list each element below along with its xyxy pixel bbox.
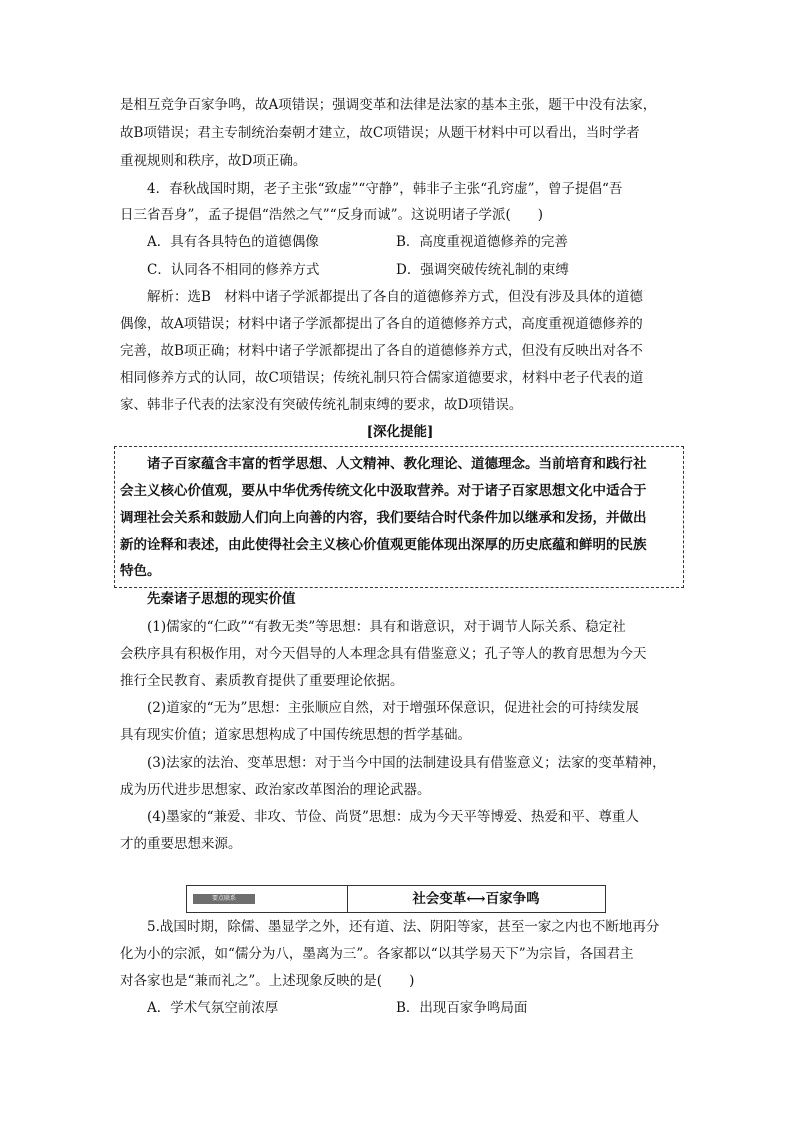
question-4-stem: 4．春秋战国时期，老子主张“致虚”“守静”，韩非子主张“孔窍虚”，曾子提倡“吾 bbox=[147, 181, 623, 197]
box-line: 诸子百家蕴含丰富的哲学思想、人文精神、教化理论、道德理念。当前培育和践行社 bbox=[147, 456, 647, 472]
text-line: 故B项错误；君主专制统治秦朝才建立，故C项错误；从题干材料中可以看出，当时学者 bbox=[120, 125, 640, 141]
value-line: (1)儒家的“仁政”“有教无类”等思想：具有和谐意识，对于调节人际关系、稳定社 bbox=[147, 619, 626, 635]
q4-option-b: B．高度重视道德修养的完善 bbox=[396, 234, 568, 250]
question-5-stem: 化为小的宗派，如“儒分为八，墨离为三”。各家都以“以其学易天下”为宗旨，各国君主 bbox=[120, 946, 634, 962]
q4-option-a: A．具有各具特色的道德偶像 bbox=[147, 234, 319, 250]
value-line: 才的重要思想来源。 bbox=[120, 836, 242, 852]
box-line: 会主义核心价值观，要从中华优秀传统文化中汲取营养。对于诸子百家思想文化中适合于 bbox=[120, 483, 647, 499]
section-tag-label: 要点联系 bbox=[193, 894, 255, 904]
q4-option-c: C．认同各不相同的修养方式 bbox=[147, 262, 320, 278]
analysis-line: 家、韩非子代表的法家没有突破传统礼制束缚的要求，故D项错误。 bbox=[120, 397, 523, 413]
section-title: 社会变革⟷百家争鸣 bbox=[412, 891, 540, 907]
value-line: 推行全民教育、素质教育提供了重要理论依据。 bbox=[120, 673, 404, 689]
box-line: 特色。 bbox=[120, 563, 161, 579]
q4-option-d: D．强调突破传统礼制的束缚 bbox=[396, 262, 569, 278]
value-line: 具有现实价值；道家思想构成了中国传统思想的哲学基础。 bbox=[120, 727, 471, 743]
text-line: 重视规则和秩序，故D项正确。 bbox=[120, 153, 307, 169]
q5-option-a: A．学术气氛空前浓厚 bbox=[147, 1000, 279, 1016]
section-bar bbox=[186, 885, 606, 913]
value-line: (2)道家的“无为”思想：主张顺应自然，对于增强环保意识，促进社会的可持续发展 bbox=[147, 700, 639, 716]
question-4-stem: 日三省吾身”，孟子提倡“浩然之气”“反身而诚”。这说明诸子学派( ) bbox=[120, 207, 544, 223]
value-line: 会秩序具有积极作用，对今天倡导的人本理念具有借鉴意义；孔子等人的教育思想为今天 bbox=[120, 646, 647, 662]
analysis-line: 完善，故B项正确；材料中诸子学派都提出了各自的道德修养方式，但没有反映出对各不 bbox=[120, 343, 643, 359]
analysis-line: 相同修养方式的认同，故C项错误；传统礼制只符合儒家道德要求，材料中老子代表的道 bbox=[120, 370, 644, 386]
value-line: (4)墨家的“兼爱、非攻、节俭、尚贤”思想：成为今天平等博爱、热爱和平、尊重人 bbox=[147, 809, 639, 825]
deepen-heading: [深化提能] bbox=[366, 424, 434, 440]
value-heading: 先秦诸子思想的现实价值 bbox=[147, 591, 296, 607]
question-5-stem: 5.战国时期，除儒、墨显学之外，还有道、法、阴阳等家，甚至一家之内也不断地再分 bbox=[147, 919, 660, 935]
box-line: 新的诠释和表述，由此使得社会主义核心价值观更能体现出深厚的历史底蕴和鲜明的民族 bbox=[120, 537, 647, 553]
value-line: 成为历代进步思想家、政治家改革图治的理论武器。 bbox=[120, 782, 431, 798]
value-line: (3)法家的法治、变革思想：对于当今中国的法制建设具有借鉴意义；法家的变革精神， bbox=[147, 755, 666, 771]
analysis-line: 偶像，故A项错误；材料中诸子学派都提出了各自的道德修养方式，高度重视道德修养的 bbox=[120, 316, 643, 332]
box-line: 调理社会关系和鼓励人们向上向善的内容，我们要结合时代条件加以继承和发扬，并做出 bbox=[120, 510, 647, 526]
section-tag bbox=[187, 886, 348, 912]
text-line: 是相互竞争百家争鸣，故A项错误；强调变革和法律是法家的基本主张，题干中没有法家， bbox=[120, 97, 657, 113]
q5-option-b: B．出现百家争鸣局面 bbox=[396, 1000, 528, 1016]
question-5-stem: 对各家也是“兼而礼之”。上述现象反映的是( ) bbox=[120, 973, 415, 989]
analysis-line: 解析：选B 材料中诸子学派都提出了各自的道德修养方式，但没有涉及具体的道德 bbox=[147, 289, 643, 305]
